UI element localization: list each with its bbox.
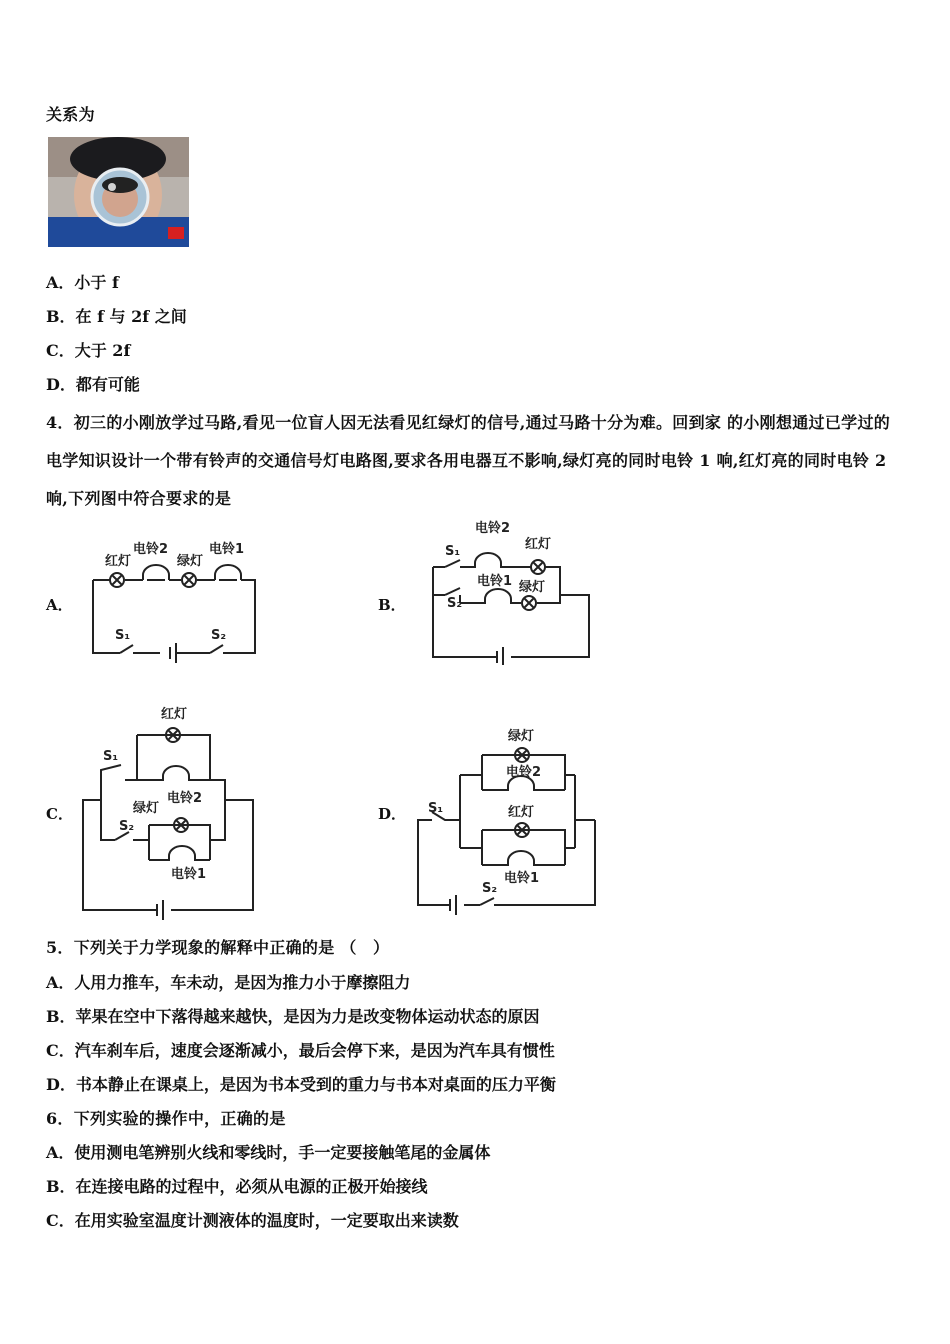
q4-stem-line-1: 4．初三的小刚放学过马路,看见一位盲人因无法看见红绿灯的信号,通过马路十分为难。回到家 的小刚想通过已学过的 <box>46 413 891 432</box>
q5-option-b: B．苹果在空中下落得越来越快，是因为力是改变物体运动状态的原因 <box>46 1007 540 1026</box>
q6-option-b: B．在连接电路的过程中，必须从电源的正极开始接线 <box>46 1177 428 1196</box>
svg-text:电铃1: 电铃1 <box>504 871 540 886</box>
q6-stem: 6．下列实验的操作中，正确的是 <box>46 1109 286 1128</box>
circuit-c-diagram <box>75 700 265 920</box>
svg-text:红灯: 红灯 <box>508 805 535 820</box>
circuit-a-label: A． <box>46 596 73 614</box>
q4-stem-line-2: 电学知识设计一个带有铃声的交通信号灯电路图,要求各用电器互不影响,绿灯亮的同时电铃 1 响,红灯亮的同时电铃 2 <box>46 451 887 470</box>
q6-option-a: A．使用测电笔辨别火线和零线时，手一定要接触笔尾的金属体 <box>46 1143 491 1162</box>
astronaut-water-ball-photo <box>48 137 189 247</box>
q3-option-c: C．大于 2f <box>46 341 131 360</box>
q3-option-a: A．小于 f <box>46 273 119 292</box>
svg-text:红灯: 红灯 <box>525 537 552 552</box>
svg-text:电铃1: 电铃1 <box>209 542 245 557</box>
q5-stem: 5．下列关于力学现象的解释中正确的是 （ ） <box>46 938 390 957</box>
circuit-a-diagram <box>85 535 265 665</box>
q4-stem-line-3: 响,下列图中符合要求的是 <box>46 489 232 508</box>
q3-option-d: D．都有可能 <box>46 375 140 394</box>
q5-option-d: D．书本静止在课桌上，是因为书本受到的重力与书本对桌面的压力平衡 <box>46 1075 556 1094</box>
q5-option-c: C．汽车刹车后，速度会逐渐减小，最后会停下来，是因为汽车具有惯性 <box>46 1041 555 1060</box>
svg-text:红灯: 红灯 <box>105 554 132 569</box>
q3-option-b: B．在 f 与 2f 之间 <box>46 307 187 326</box>
circuit-b-label: B． <box>378 596 406 614</box>
svg-text:绿灯: 绿灯 <box>133 801 160 816</box>
svg-text:S₁: S₁ <box>445 544 461 559</box>
circuit-c-label: C． <box>46 805 73 823</box>
svg-text:绿灯: 绿灯 <box>508 729 535 744</box>
circuit-d-label: D． <box>378 805 407 823</box>
svg-text:电铃2: 电铃2 <box>133 542 169 557</box>
svg-text:电铃1: 电铃1 <box>477 574 513 589</box>
svg-text:电铃2: 电铃2 <box>167 791 203 806</box>
svg-text:绿灯: 绿灯 <box>177 554 204 569</box>
svg-text:S₁: S₁ <box>428 801 444 816</box>
svg-text:红灯: 红灯 <box>161 707 188 722</box>
svg-text:电铃2: 电铃2 <box>475 521 511 536</box>
svg-text:S₂: S₂ <box>211 628 227 643</box>
svg-text:绿灯: 绿灯 <box>519 580 546 595</box>
circuit-d-diagram <box>410 720 605 920</box>
svg-text:S₂: S₂ <box>119 819 135 834</box>
q6-option-c: C．在用实验室温度计测液体的温度时，一定要取出来读数 <box>46 1211 459 1230</box>
svg-text:电铃2: 电铃2 <box>506 765 542 780</box>
intro-text: 关系为 <box>46 105 95 124</box>
svg-text:S₂: S₂ <box>482 881 498 896</box>
q5-option-a: A．人用力推车，车未动，是因为推力小于摩擦阻力 <box>46 973 411 992</box>
svg-text:电铃1: 电铃1 <box>171 867 207 882</box>
circuit-b-diagram <box>405 515 595 665</box>
svg-text:S₁: S₁ <box>103 749 119 764</box>
svg-text:S₂: S₂ <box>447 596 463 611</box>
svg-text:S₁: S₁ <box>115 628 131 643</box>
